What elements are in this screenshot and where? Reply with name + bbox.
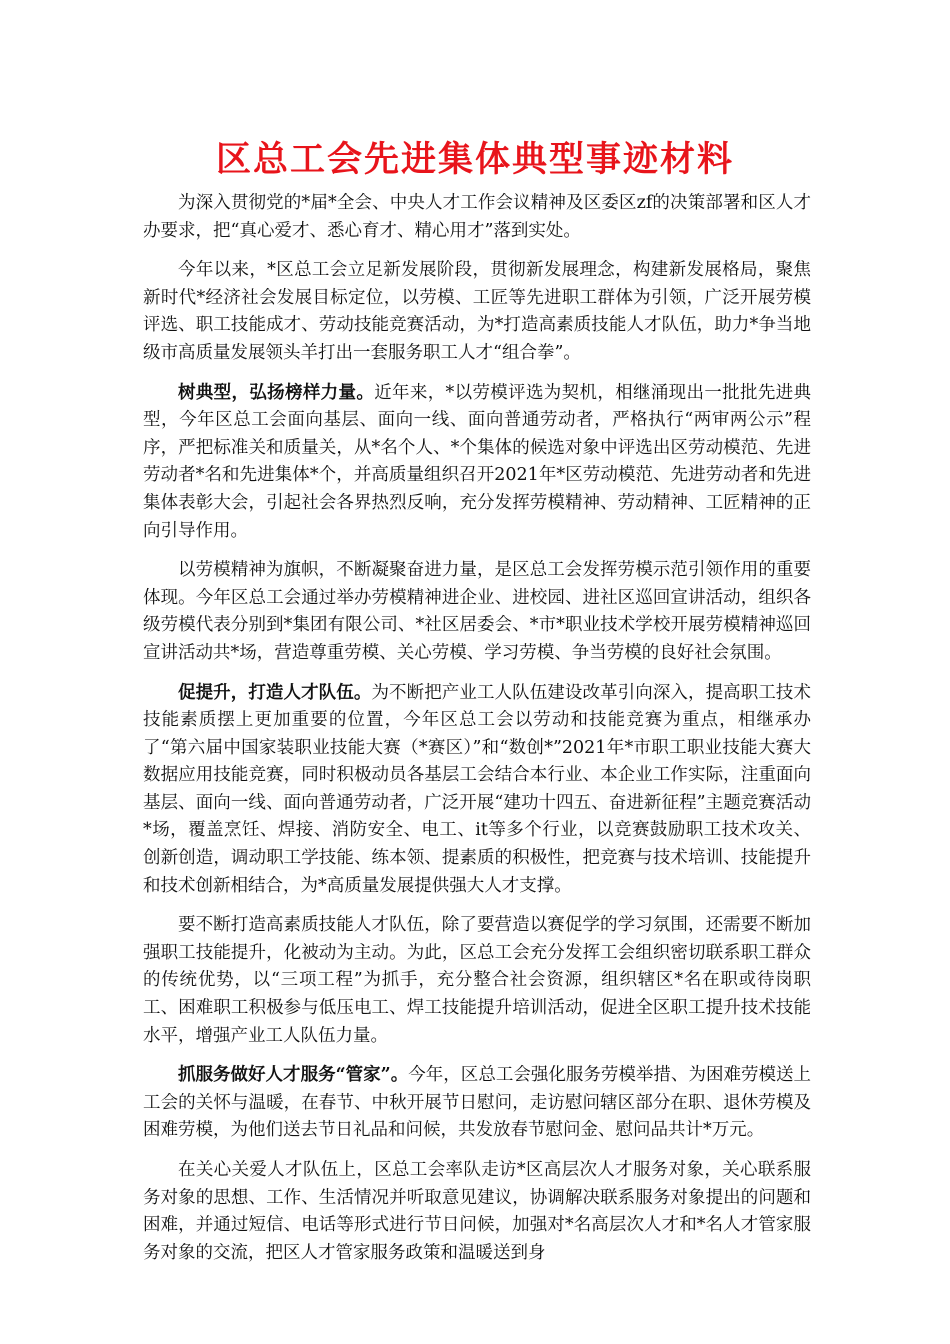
paragraph-text: 今年以来，*区总工会立足新发展阶段，贯彻新发展理念，构建新发展格局，聚焦新时代*经济社会发展目标定位，以劳模、工匠等先进职工群体为引领，广泛开展劳模评选、职工技能成才、劳动技能竞赛活动，为*打造高素质技能人才队伍，助力*争当地级市高质量发展领头羊打出一套服务职工人才“组合拳”。 xyxy=(143,260,811,363)
paragraph-text: 今年，区总工会强化服务劳模举措、为困难劳模送上工会的关怀与温暖，在春节、中秋开展节日慰问，走访慰问辖区部分在职、退休劳模及困难劳模，为他们送去节日礼品和问候，共发放春节慰问金、慰问品共计*万元。 xyxy=(143,1065,811,1141)
paragraph-text: 为不断把产业工人队伍建设改革引向深入，提高职工技术技能素质摆上更加重要的位置，今年区总工会以劳动和技能竞赛为重点，相继承办了“第六届中国家装职业技能大赛（*赛区）”和“数创*”2021年*市职工职业技能大赛大数据应用技能竞赛，同时积极动员各基层工会结合本行业、本企业工作实际，注重面向基层、面向一线、面向普通劳动者，广泛开展“建功十四五、奋进新征程”主题竞赛活动*场，覆盖烹饪、焊接、消防安全、电工、it等多个行业，以竞赛鼓励职工技术攻关、创新创造，调动职工学技能、练本领、提素质的积极性，把竞赛与技术培训、技能提升和技术创新相结合，为*高质量发展提供强大人才支撑。 xyxy=(143,682,812,896)
paragraph-text: 近年来，*以劳模评选为契机，相继涌现出一批批先进典型，今年区总工会面向基层、面向一线、面向普通劳动者，严格执行“两审两公示”程序，严把标准关和质量关，从*名个人、*个集体的候选对象中评选出区劳动模范、先进劳动者*名和先进集体*个，并高质量组织召开2021年*区劳动模范、先进劳动者和先进集体表彰大会，引起社会各界热烈反响，充分发挥劳模精神、劳动精神、工匠精神的正向引导作用。 xyxy=(143,382,812,541)
paragraph xyxy=(143,680,811,901)
paragraph xyxy=(143,257,811,367)
paragraph xyxy=(143,912,811,1050)
document-title: 区总工会先进集体典型事迹材料 xyxy=(215,139,734,180)
paragraph-text: 为深入贯彻党的*届*全会、中央人才工作会议精神及区委区zf的决策部署和区人才办要求，把“真心爱才、悉心育才、精心用才”落到实处。 xyxy=(143,193,811,241)
document-body xyxy=(143,190,811,1279)
paragraph-text: 要不断打造高素质技能人才队伍，除了要营造以赛促学的学习氛围，还需要不断加强职工技能提升，化被动为主动。为此，区总工会充分发挥工会组织密切联系职工群众的传统优势，以“三项工程”为抓手，充分整合社会资源，组织辖区*名在职或待岗职工、困难职工积极参与低压电工、焊工技能提升培训活动，促进全区职工提升技术技能水平，增强产业工人队伍力量。 xyxy=(143,915,811,1046)
paragraph xyxy=(143,557,811,667)
paragraph-lead: 抓服务做好人才服务“管家”。 xyxy=(178,1065,409,1086)
paragraph-lead: 促提升，打造人才队伍。 xyxy=(178,682,372,703)
paragraph xyxy=(143,1062,811,1145)
paragraph xyxy=(143,1157,811,1267)
paragraph-lead: 树典型，弘扬榜样力量。 xyxy=(178,382,375,403)
paragraph-text: 以劳模精神为旗帜，不断凝聚奋进力量，是区总工会发挥劳模示范引领作用的重要体现。今年区总工会通过举办劳模精神进企业、进校园、进社区巡回宣讲活动，组织各级劳模代表分别到*集团有限公司、*社区居委会、*市*职业技术学校开展劳模精神巡回宣讲活动共*场，营造尊重劳模、关心劳模、学习劳模、争当劳模的良好社会氛围。 xyxy=(143,560,811,663)
paragraph-text: 在关心关爱人才队伍上，区总工会率队走访*区高层次人才服务对象，关心联系服务对象的思想、工作、生活情况并听取意见建议，协调解决联系服务对象提出的问题和困难，并通过短信、电话等形式进行节日问候，加强对*名高层次人才和*名人才管家服务对象的交流，把区人才管家服务政策和温暖送到身 xyxy=(143,1160,811,1263)
paragraph xyxy=(143,380,811,546)
paragraph xyxy=(143,190,811,245)
